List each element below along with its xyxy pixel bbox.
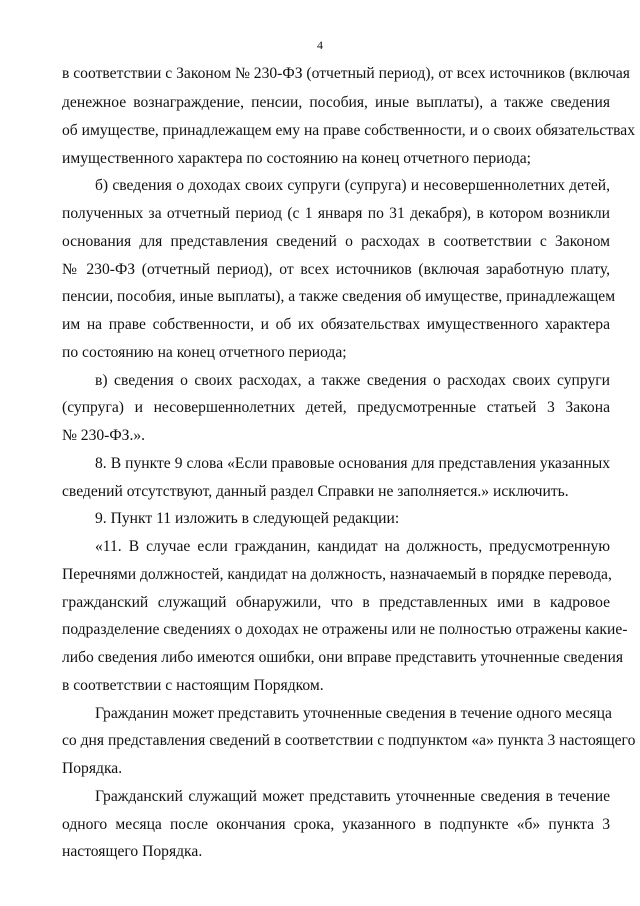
text-line: со дня представления сведений в соответствии с подпунктом «а» пункта 3 настоящего (62, 732, 636, 749)
text-line: пенсии, пособия, иные выплаты), а также сведения об имуществе, принадлежащем (62, 288, 616, 305)
text-line: 8. В пункте 9 слова «Если правовые основания для представления указанных (95, 455, 610, 472)
text-line: полученных за отчетный период (с 1 января по 31 декабря), в котором возникли (62, 205, 610, 222)
text-line: об имуществе, принадлежащем ему на праве собственности, и о своих обязательствах (62, 122, 635, 139)
text-line: Гражданин может представить уточненные сведения в течение одного месяца (95, 705, 612, 722)
text-line: (супруга) и несовершеннолетних детей, предусмотренные статьей 3 Закона (62, 399, 610, 416)
text-line: денежное вознаграждение, пенсии, пособия, иные выплаты), а также сведения (62, 94, 610, 111)
text-line: «11. В случае если гражданин, кандидат на должность, предусмотренную (95, 538, 610, 555)
text-line: имущественного характера по состоянию на конец отчетного периода; (62, 150, 532, 167)
text-line: № 230-ФЗ (отчетный период), от всех источников (включая заработную плату, (62, 261, 610, 278)
text-line: по состоянию на конец отчетного периода; (62, 344, 347, 361)
text-line: им на праве собственности, и об их обязательствах имущественного характера (62, 316, 610, 333)
text-line: гражданский служащий обнаружили, что в представленных ими в кадровое (62, 594, 610, 611)
text-line: в) сведения о своих расходах, а также сведения о расходах своих супруги (95, 372, 610, 389)
text-line: либо сведения либо имеются ошибки, они вправе представить уточненные сведения (62, 649, 624, 666)
text-line: № 230-ФЗ.». (62, 427, 146, 444)
page-number: 4 (317, 38, 323, 52)
text-line: Перечнями должностей, кандидат на должность, назначаемый в порядке перевода, (62, 566, 612, 583)
text-line: подразделение сведениях о доходах не отражены или не полностью отражены какие- (62, 621, 628, 638)
text-line: в соответствии с настоящим Порядком. (62, 677, 324, 694)
text-line: Гражданский служащий может представить уточненные сведения в течение (95, 788, 610, 805)
text-line: в соответствии с Законом № 230-ФЗ (отчетный период), от всех источников (включая (62, 65, 630, 82)
text-line: б) сведения о доходах своих супруги (супруга) и несовершеннолетних детей, (95, 177, 610, 194)
text-line: Порядка. (62, 760, 123, 777)
text-line: сведений отсутствуют, данный раздел Справки не заполняется.» исключить. (62, 483, 569, 500)
text-line: 9. Пункт 11 изложить в следующей редакции: (95, 510, 400, 527)
text-line: основания для представления сведений о расходах в соответствии с Законом (62, 233, 610, 250)
text-line: настоящего Порядка. (62, 843, 203, 860)
text-line: одного месяца после окончания срока, указанного в подпункте «б» пункта 3 (62, 816, 610, 833)
